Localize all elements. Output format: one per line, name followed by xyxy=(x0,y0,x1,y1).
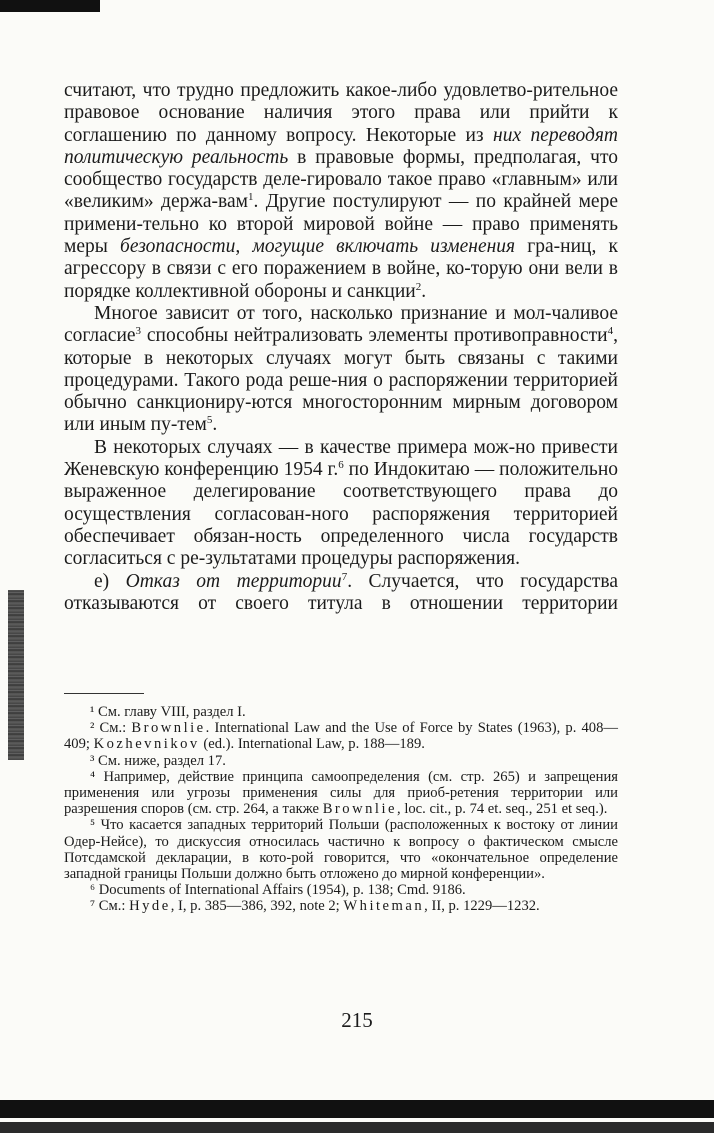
text: (ed.). International Law, p. 188—189. xyxy=(199,736,425,753)
footnote-ref: 6 xyxy=(338,459,344,472)
scan-edge-bottom xyxy=(0,1100,714,1118)
text: В некоторых случаях — в качестве примера мож-но привести Женевскую конференцию 1954 г. xyxy=(64,436,618,481)
text: . Случается, что государства отказываются от своего титула в отношении территории xyxy=(64,570,618,614)
text: способны нейтрализовать элементы противоправности xyxy=(141,325,608,347)
text: ⁷ См.: xyxy=(90,898,130,915)
footnote-5: ⁵ Что касается западных территорий Польши (расположенных к востоку от линии Одер-Нейсе), то дискуссия относилась частично к вопросу о фактическом смысле Потсдамской декларации, в кото-рой говорится, что «окончательное определение западной границы Польши должно быть отложено до мирной конференции». xyxy=(64,817,618,883)
text: гра-ниц, к агрессору в связи с его поражением в войне, ко-торую они вели в порядке коллективной обороны и санкции xyxy=(64,236,618,302)
text: , II, p. 1229—1232. xyxy=(424,898,540,915)
scan-binding-shadow xyxy=(8,590,24,760)
text: . xyxy=(421,280,427,302)
text: считают, что трудно предложить какое-либо удовлетво-рительное правовое основание наличия этого права или прийти к соглашению по данному вопросу. Некоторые из xyxy=(64,80,618,146)
footnotes xyxy=(64,704,618,915)
author-name: Kozhevnikov xyxy=(93,736,200,753)
footnote-1: ¹ См. главу VIII, раздел I. xyxy=(90,704,246,720)
footnote-ref: 2 xyxy=(415,280,422,293)
text: в правовые формы, предполагая, что сообщество государств деле-гировало такое право «главным» или «великим» держа-вам xyxy=(64,146,618,213)
italic-text: безопасности, могущие включать изменения xyxy=(120,236,516,258)
text: , loc. cit., p. 74 et. seq., 251 et seq.). xyxy=(397,801,608,818)
footnote-ref: 5 xyxy=(206,414,213,427)
footnote-ref: 3 xyxy=(135,325,142,338)
scan-edge-bottom-shadow xyxy=(0,1122,714,1133)
text: Многое зависит от того, насколько признание и мол-чаливое согласие xyxy=(64,302,618,347)
author-name: Brownlie xyxy=(322,801,398,818)
footnote-4 xyxy=(64,769,618,818)
text: ⁴ Например, действие принципа самоопределения (см. стр. 265) и запрещения применения или угрозы применения силы для приоб-ретения территории или разрешения споров (см. стр. 264, а также xyxy=(64,768,618,818)
text: по Индокитаю — положительно выраженное делегирование соответствующего права до осуществления согласован-ного распоряжения территорией обеспечивает обязан-ность определенного числа государств согласиться с ре-зультатами процедуры распоряжения. xyxy=(64,459,619,570)
text: . Другие постулируют — по крайней мере примени-тельно ко второй мировой войне — право применять меры xyxy=(64,191,618,258)
author-name: Brownlie xyxy=(131,720,206,737)
page-number: 215 xyxy=(341,1008,373,1032)
scan-edge-top xyxy=(0,0,100,12)
text: , которые в некоторых случаях могут быть связаны с такими процедурами. Такого рода реше-ния о распоряжении территорией обычно санкциониру-ются многосторонним мирным договором или иным пу-тем xyxy=(64,325,618,436)
footnote-ref: 1 xyxy=(247,191,254,204)
footnote-3: ³ См. ниже, раздел 17. xyxy=(90,752,226,769)
paragraph-2 xyxy=(64,303,618,437)
italic-text: них переводят политическую реальность xyxy=(64,124,618,168)
footnote-6: ⁶ Documents of International Affairs (1954), p. 138; Cmd. 9186. xyxy=(90,882,466,899)
text: . xyxy=(212,414,218,436)
footnote-ref: 4 xyxy=(607,325,614,338)
author-name: Hyde xyxy=(129,898,171,915)
footnote-7 xyxy=(64,898,618,914)
text: е) xyxy=(94,570,126,592)
main-text xyxy=(64,80,618,615)
footnote-divider xyxy=(64,693,144,694)
paragraph-3 xyxy=(64,437,618,571)
text: ² См.: xyxy=(90,720,132,737)
section-heading: Отказ от территории xyxy=(125,570,342,592)
text: , I, p. 385—386, 392, note 2; xyxy=(170,898,344,915)
footnote-ref: 7 xyxy=(341,570,348,583)
text: . International Law and the Use of Force by States (1963), p. 408—409; xyxy=(64,720,618,753)
paragraph-4 xyxy=(64,571,618,616)
footnote-2 xyxy=(64,720,618,752)
author-name: Whiteman xyxy=(343,898,425,915)
paragraph-1 xyxy=(64,80,618,303)
